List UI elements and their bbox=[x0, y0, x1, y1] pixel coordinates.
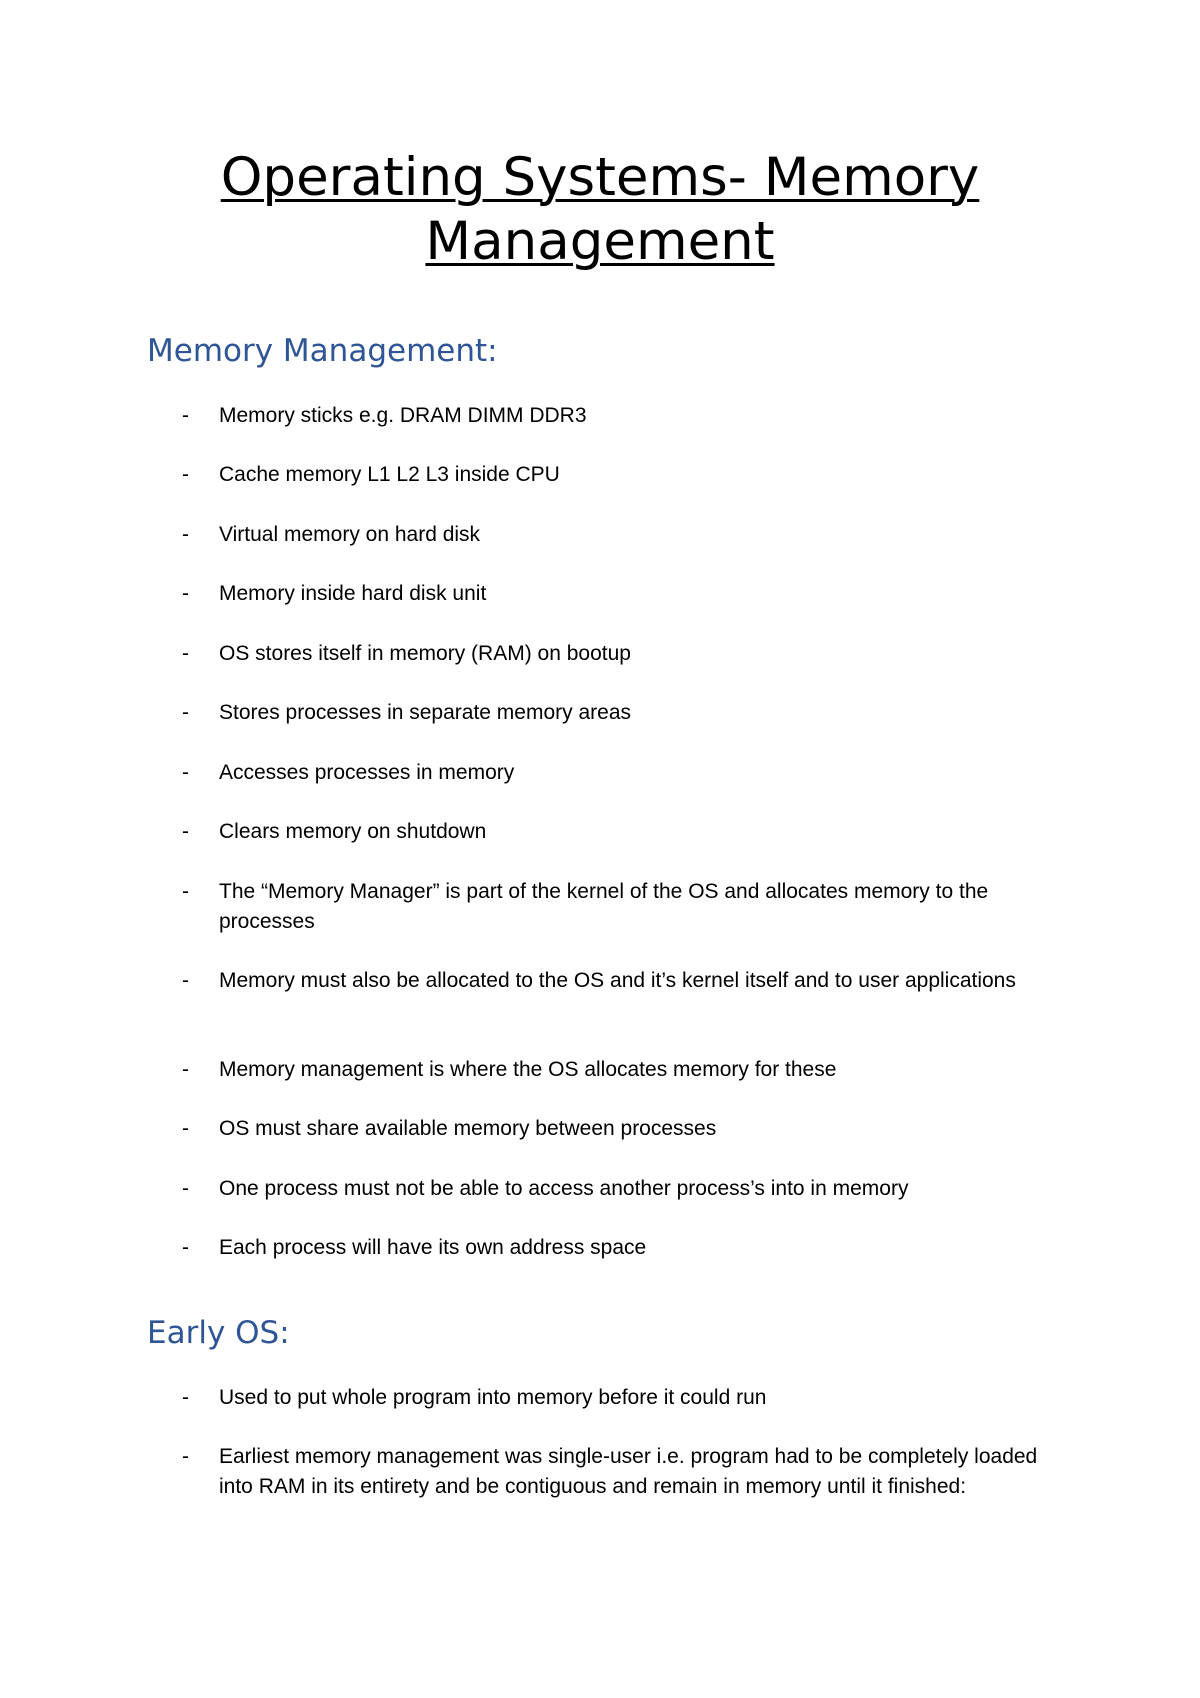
bullet-dash: - bbox=[182, 761, 189, 784]
bullet-dash: - bbox=[182, 404, 189, 427]
bullet-dash: - bbox=[182, 1117, 189, 1140]
list-item-text: OS must share available memory between processes bbox=[219, 1117, 717, 1140]
section-heading-memory-management: Memory Management: bbox=[147, 333, 498, 369]
bullet-dash: - bbox=[182, 1236, 189, 1259]
list-item-text: Used to put whole program into memory before it could run bbox=[219, 1386, 767, 1409]
list-item-text: Accesses processes in memory bbox=[219, 761, 515, 784]
document-title bbox=[0, 146, 1200, 274]
list-item-text: Cache memory L1 L2 L3 inside CPU bbox=[219, 463, 560, 486]
bullet-dash: - bbox=[182, 582, 189, 605]
list-item-text: Memory inside hard disk unit bbox=[219, 582, 487, 605]
list-item-text: Memory sticks e.g. DRAM DIMM DDR3 bbox=[219, 404, 587, 427]
list-item-text: Memory must also be allocated to the OS and it’s kernel itself and to user applications bbox=[219, 969, 1016, 992]
title-line-1: Operating Systems- Memory bbox=[220, 147, 980, 208]
bullet-dash: - bbox=[182, 1058, 189, 1081]
bullet-dash: - bbox=[182, 701, 189, 724]
bullet-dash: - bbox=[182, 1177, 189, 1200]
list-item-text: OS stores itself in memory (RAM) on bootup bbox=[219, 642, 631, 665]
bullet-dash: - bbox=[182, 880, 189, 903]
list-item-text: Stores processes in separate memory areas bbox=[219, 701, 632, 724]
list-item-text: Each process will have its own address space bbox=[219, 1236, 647, 1259]
bullet-dash: - bbox=[182, 642, 189, 665]
list-item-text: One process must not be able to access another process’s into in memory bbox=[219, 1177, 909, 1200]
section-heading-early-os: Early OS: bbox=[147, 1315, 290, 1351]
list-item-text: Memory management is where the OS allocates memory for these bbox=[219, 1058, 837, 1081]
bullet-dash: - bbox=[182, 1386, 189, 1409]
list-item-text: Clears memory on shutdown bbox=[219, 820, 487, 843]
bullet-dash: - bbox=[182, 820, 189, 843]
bullet-dash: - bbox=[182, 463, 189, 486]
list-item-text: Earliest memory management was single-user i.e. program had to be completely loaded into RAM in its entirety and be contiguous and remain in memory until it finished: bbox=[219, 1445, 1038, 1498]
bullet-dash: - bbox=[182, 1445, 189, 1468]
title-line-2: Management bbox=[425, 211, 775, 272]
bullet-dash: - bbox=[182, 523, 189, 546]
list-item-text: Virtual memory on hard disk bbox=[219, 523, 481, 546]
bullet-dash: - bbox=[182, 969, 189, 992]
list-item-text: The “Memory Manager” is part of the kernel of the OS and allocates memory to the processes bbox=[219, 880, 989, 933]
